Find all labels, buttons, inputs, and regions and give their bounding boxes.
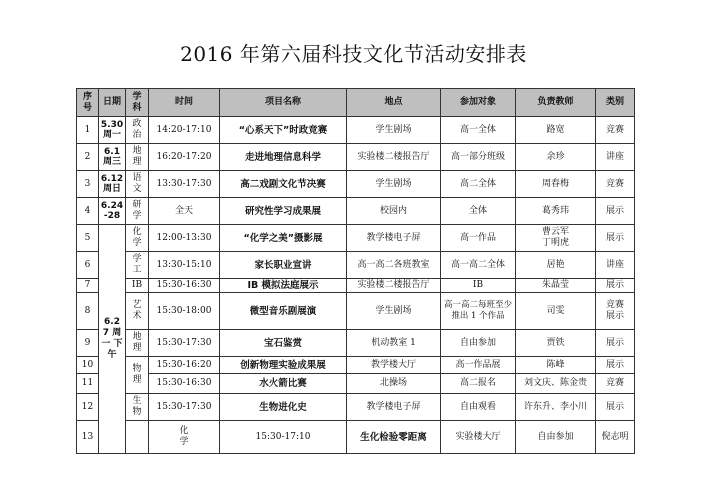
cell-teacher: 路宽 xyxy=(516,117,596,144)
cell-name: 水火箭比赛 xyxy=(220,374,347,394)
cell-type: 竞赛 xyxy=(596,117,635,144)
cell-teacher: 倪志明 xyxy=(596,421,635,454)
cell-teacher: 葛秀玮 xyxy=(516,198,596,225)
cell-type: 展示 xyxy=(596,394,635,421)
cell-teacher: 贾铁 xyxy=(516,330,596,357)
cell-date: 6.12 周日 xyxy=(99,171,126,198)
cell-place: 教学楼大厅 xyxy=(347,357,441,374)
cell-no: 3 xyxy=(77,171,99,198)
cell-target: 高一作品 xyxy=(441,225,516,252)
table-row xyxy=(77,225,635,252)
cell-time: 12:00-13:30 xyxy=(149,225,220,252)
cell-date: 6.1 周三 xyxy=(99,144,126,171)
cell-time: 13:30-15:10 xyxy=(149,252,220,279)
cell-teacher: 司雯 xyxy=(516,293,596,330)
cell-no: 1 xyxy=(77,117,99,144)
table-row xyxy=(77,293,635,330)
cell-type: 展示 xyxy=(596,357,635,374)
cell-teacher: 居艳 xyxy=(516,252,596,279)
schedule-table xyxy=(76,88,635,454)
cell-subject: 政治 xyxy=(126,117,149,144)
cell-time: 15:30-18:00 xyxy=(149,293,220,330)
page-title: 2016 年第六届科技文化节活动安排表 xyxy=(180,42,527,66)
cell-no: 8 xyxy=(77,293,99,330)
cell-subject: 研学 xyxy=(126,198,149,225)
cell-target: 自由观看 xyxy=(441,394,516,421)
table-row xyxy=(77,421,635,454)
cell-place: 北操场 xyxy=(347,374,441,394)
header-type: 类别 xyxy=(596,89,635,117)
cell-teacher: 周春梅 xyxy=(516,171,596,198)
header-date: 日期 xyxy=(99,89,126,117)
cell-place: 高一高二各班教室 xyxy=(347,252,441,279)
cell-name: “心系天下”时政竞赛 xyxy=(220,117,347,144)
cell-target: 高一高二每班至少推出 1 个作品 xyxy=(441,293,516,330)
cell-place: 学生剧场 xyxy=(347,117,441,144)
cell-date: 5.30 周一 xyxy=(99,117,126,144)
table-row xyxy=(77,198,635,225)
cell-time: 15:30-17:30 xyxy=(149,394,220,421)
cell-subject: 地理 xyxy=(126,330,149,357)
header-no: 序号 xyxy=(77,89,99,117)
header-name: 项目名称 xyxy=(220,89,347,117)
cell-time: 16:20-17:20 xyxy=(149,144,220,171)
table-row xyxy=(77,279,635,293)
table-row xyxy=(77,330,635,357)
cell-target: 高一全体 xyxy=(441,117,516,144)
cell-target: 高一作品展 xyxy=(441,357,516,374)
cell-name: 宝石鉴赏 xyxy=(220,330,347,357)
cell-time: 13:30-17:30 xyxy=(149,171,220,198)
header-target: 参加对象 xyxy=(441,89,516,117)
cell-subject-merged: 物理 xyxy=(126,357,149,394)
cell-type: 竞赛 xyxy=(596,374,635,394)
cell-no: 10 xyxy=(77,357,99,374)
header-place: 地点 xyxy=(347,89,441,117)
cell-time: 14:20-17:10 xyxy=(149,117,220,144)
cell-no: 13 xyxy=(77,421,99,454)
cell-name: 研究性学习成果展 xyxy=(220,198,347,225)
cell-teacher: 陈峰 xyxy=(516,357,596,374)
cell-subject: 艺术 xyxy=(126,293,149,330)
cell-no: 9 xyxy=(77,330,99,357)
cell-type: 展示 xyxy=(596,198,635,225)
table-row xyxy=(77,394,635,421)
cell-date-empty xyxy=(126,421,149,454)
table-row xyxy=(77,171,635,198)
cell-teacher: 余珍 xyxy=(516,144,596,171)
cell-type: 竞赛 xyxy=(596,171,635,198)
table-row xyxy=(77,357,635,374)
cell-no: 2 xyxy=(77,144,99,171)
cell-target: 自由参加 xyxy=(516,421,596,454)
cell-subject: 化学 xyxy=(126,225,149,252)
header-subject: 学科 xyxy=(126,89,149,117)
cell-type: 竞赛 展示 xyxy=(596,293,635,330)
cell-teacher: 许东升、李小川 xyxy=(516,394,596,421)
cell-no: 12 xyxy=(77,394,99,421)
cell-name: “化学之美”摄影展 xyxy=(220,225,347,252)
cell-subject: 学工 xyxy=(126,252,149,279)
cell-target: 高二全体 xyxy=(441,171,516,198)
cell-subject: IB xyxy=(126,279,149,293)
table-row xyxy=(77,144,635,171)
table-row xyxy=(77,117,635,144)
cell-place: 实验楼二楼报告厅 xyxy=(347,144,441,171)
cell-place: 教学楼电子屏 xyxy=(347,394,441,421)
cell-place: 校园内 xyxy=(347,198,441,225)
cell-time: 全天 xyxy=(149,198,220,225)
cell-type: 展示 xyxy=(596,279,635,293)
cell-teacher: 刘文庆、陈金贵 xyxy=(516,374,596,394)
cell-no: 4 xyxy=(77,198,99,225)
cell-name: IB 模拟法庭展示 xyxy=(220,279,347,293)
cell-time: 15:30-17:10 xyxy=(220,421,347,454)
cell-teacher: 朱晶莹 xyxy=(516,279,596,293)
cell-subject: 语文 xyxy=(126,171,149,198)
cell-place: 实验楼二楼报告厅 xyxy=(347,279,441,293)
table-row xyxy=(77,252,635,279)
cell-name: 走进地理信息科学 xyxy=(220,144,347,171)
cell-subject: 生物 xyxy=(126,394,149,421)
header-time: 时间 xyxy=(149,89,220,117)
cell-type: 讲座 xyxy=(596,144,635,171)
cell-subject: 化学 xyxy=(149,421,220,454)
cell-time: 15:30-17:30 xyxy=(149,330,220,357)
cell-place: 学生剧场 xyxy=(347,171,441,198)
cell-time: 15:30-16:20 xyxy=(149,357,220,374)
cell-target: 全体 xyxy=(441,198,516,225)
cell-date-merged: 6.27 周一 下午 xyxy=(99,225,126,454)
cell-place: 实验楼大厅 xyxy=(441,421,516,454)
cell-name: 创新物理实验成果展 xyxy=(220,357,347,374)
cell-subject: 地理 xyxy=(126,144,149,171)
cell-target: 自由参加 xyxy=(441,330,516,357)
cell-place: 教学楼电子屏 xyxy=(347,225,441,252)
cell-place: 机动教室 1 xyxy=(347,330,441,357)
table-header-row xyxy=(77,89,635,117)
cell-no: 6 xyxy=(77,252,99,279)
cell-type: 讲座 xyxy=(596,252,635,279)
cell-name: 家长职业宣讲 xyxy=(220,252,347,279)
cell-name: 生物进化史 xyxy=(220,394,347,421)
cell-type: 展示 xyxy=(596,330,635,357)
cell-name: 高二戏剧文化节决赛 xyxy=(220,171,347,198)
cell-target: 高一部分班级 xyxy=(441,144,516,171)
cell-target: 高二报名 xyxy=(441,374,516,394)
cell-type: 展示 xyxy=(596,225,635,252)
cell-no: 5 xyxy=(77,225,99,252)
cell-teacher: 曹云军 丁明虎 xyxy=(516,225,596,252)
header-teacher: 负责教师 xyxy=(516,89,596,117)
cell-target: IB xyxy=(441,279,516,293)
cell-time: 15:30-16:30 xyxy=(149,374,220,394)
cell-time: 15:30-16:30 xyxy=(149,279,220,293)
cell-date: 6.24 -28 xyxy=(99,198,126,225)
table-row xyxy=(77,374,635,394)
cell-no: 11 xyxy=(77,374,99,394)
cell-name: 生化检验零距离 xyxy=(347,421,441,454)
cell-place: 学生剧场 xyxy=(347,293,441,330)
cell-name: 微型音乐剧展演 xyxy=(220,293,347,330)
cell-target: 高一高二全体 xyxy=(441,252,516,279)
cell-no: 7 xyxy=(77,279,99,293)
